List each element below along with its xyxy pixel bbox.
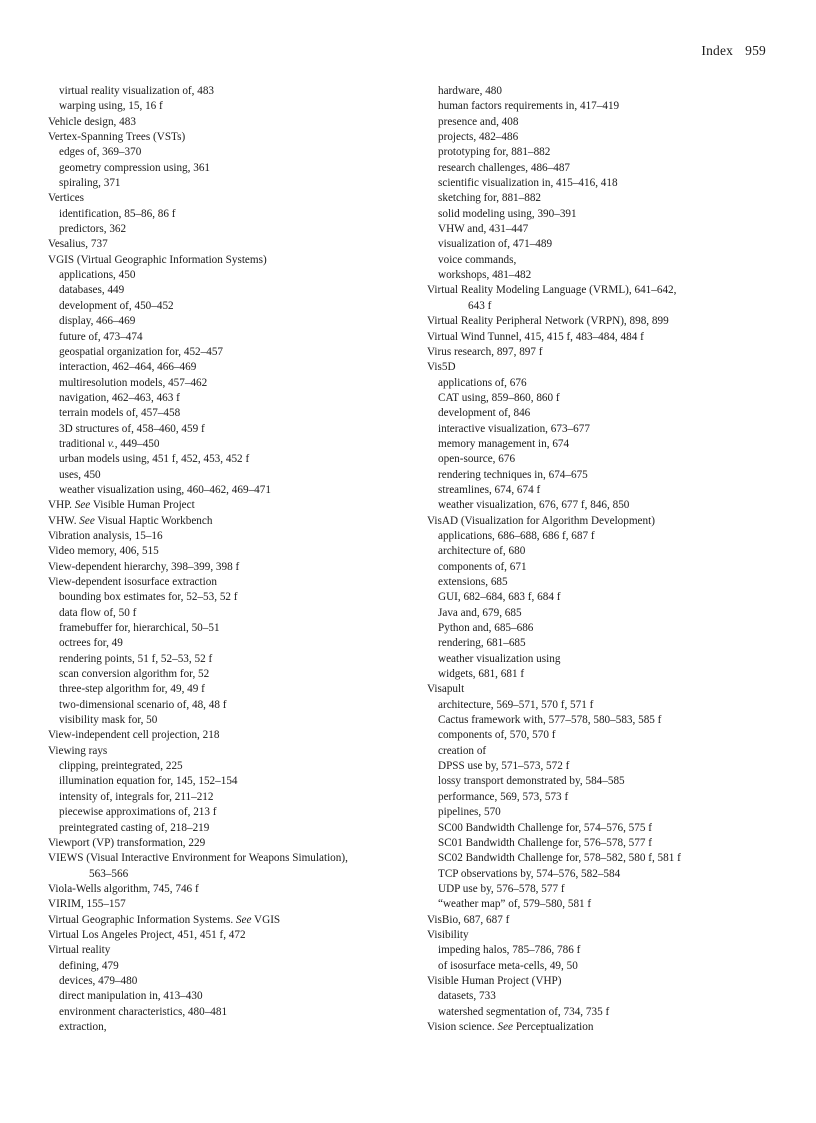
index-subentry: interaction, 462–464, 466–469 [59,361,197,374]
index-subentry: rendering techniques in, 674–675 [438,468,588,481]
index-subentry: piecewise approximations of, 213 f [59,806,217,819]
index-subentry: interactive visualization, 673–677 [438,422,590,435]
index-subentry: Python and, 685–686 [438,622,534,635]
index-entry: Virtual Reality Modeling Language (VRML), 641–642, [427,284,677,297]
index-subentry: datasets, 733 [438,990,496,1003]
index-subentry: voice commands, [438,253,517,266]
index-entry-continuation: 563–566 [89,867,129,880]
index-entry: Vertex-Spanning Trees (VSTs) [48,131,186,144]
index-subentry: visualization of, 471–489 [438,238,553,251]
index-subentry: watershed segmentation of, 734, 735 f [438,1005,610,1018]
index-subentry: display, 466–469 [59,315,136,328]
index-subentry: future of, 473–474 [59,330,143,343]
index-entry: Viewport (VP) transformation, 229 [48,836,206,849]
index-entry: View-dependent isosurface extraction [48,576,217,588]
index-subentry: extensions, 685 [438,576,508,588]
index-subentry: applications, 450 [59,269,136,282]
index-subentry: applications of, 676 [438,376,527,389]
index-subentry: urban models using, 451 f, 452, 453, 452 f [59,453,250,466]
index-subentry: widgets, 681, 681 f [438,668,525,681]
index-subentry: “weather map” of, 579–580, 581 f [438,898,592,911]
index-subentry: scientific visualization in, 415–416, 418 [438,177,618,190]
index-entry: Virus research, 897, 897 f [427,345,543,358]
index-subentry: predictors, 362 [59,223,127,236]
index-subentry: data flow of, 50 f [59,606,137,619]
index-subentry: illumination equation for, 145, 152–154 [59,775,238,788]
index-subentry: extraction, [59,1020,107,1033]
index-subentry: sketching for, 881–882 [438,192,542,205]
index-entry: Vesalius, 737 [48,238,108,251]
header-page-number: 959 [745,43,766,58]
index-subentry: UDP use by, 576–578, 577 f [438,882,565,895]
index-subentry: development of, 846 [438,407,531,420]
index-entry: VisAD (Visualization for Algorithm Development) [427,514,655,527]
index-subentry: intensity of, integrals for, 211–212 [59,790,214,803]
header-section-title: Index [701,43,734,58]
index-entry: View-independent cell projection, 218 [48,729,220,742]
index-subentry: preintegrated casting of, 218–219 [59,821,210,834]
index-subentry: human factors requirements in, 417–419 [438,100,620,113]
index-entry: Virtual Wind Tunnel, 415, 415 f, 483–484, 484 f [427,330,644,343]
index-entry: Viola-Wells algorithm, 745, 746 f [48,882,199,895]
index-subentry: performance, 569, 573, 573 f [438,790,569,803]
index-subentry: SC00 Bandwidth Challenge for, 574–576, 575 f [438,821,652,834]
index-subentry: scan conversion algorithm for, 52 [59,668,210,681]
index-entry: VHW. See Visual Haptic Workbench [48,514,213,527]
index-subentry: DPSS use by, 571–573, 572 f [438,760,570,773]
index-column-left [48,84,418,1035]
index-subentry: geospatial organization for, 452–457 [59,345,224,358]
index-subentry: virtual reality visualization of, 483 [59,85,215,97]
index-subentry: bounding box estimates for, 52–53, 52 f [59,591,238,604]
index-subentry: SC01 Bandwidth Challenge for, 576–578, 577 f [438,836,652,849]
index-subentry: CAT using, 859–860, 860 f [438,391,560,404]
index-subentry: navigation, 462–463, 463 f [59,391,180,404]
index-subentry: GUI, 682–684, 683 f, 684 f [438,591,561,604]
index-subentry: databases, 449 [59,284,125,297]
index-subentry: devices, 479–480 [59,974,138,987]
index-subentry: prototyping for, 881–882 [438,146,551,159]
index-entry: Video memory, 406, 515 [48,545,159,558]
index-entry: Vision science. See Perceptualization [427,1020,594,1033]
index-subentry: traditional v., 449–450 [59,437,160,450]
index-subentry: rendering, 681–685 [438,637,526,650]
index-subentry: memory management in, 674 [438,437,570,450]
index-subentry: impeding halos, 785–786, 786 f [438,944,581,957]
index-subentry: 3D structures of, 458–460, 459 f [59,422,205,435]
index-subentry: edges of, 369–370 [59,146,142,159]
index-entry: View-dependent hierarchy, 398–399, 398 f [48,560,240,573]
index-entry-continuation: 643 f [468,299,492,312]
index-subentry: environment characteristics, 480–481 [59,1005,228,1018]
index-subentry: streamlines, 674, 674 f [438,483,541,496]
index-subentry: octrees for, 49 [59,637,123,650]
index-subentry: applications, 686–688, 686 f, 687 f [438,529,595,542]
index-subentry: presence and, 408 [438,115,519,128]
index-subentry: lossy transport demonstrated by, 584–585 [438,775,625,788]
index-subentry: two-dimensional scenario of, 48, 48 f [59,698,227,711]
index-entry: Virtual Geographic Information Systems. See VGIS [48,913,281,926]
index-subentry: Java and, 679, 685 [438,606,522,619]
index-subentry: defining, 479 [59,959,119,972]
index-entry: VIEWS (Visual Interactive Environment for Weapons Simulation), [48,852,348,865]
index-entry: Vehicle design, 483 [48,115,136,128]
index-subentry: geometry compression using, 361 [59,161,211,174]
index-entry: VHP. See Visible Human Project [48,499,195,512]
index-entry: Visible Human Project (VHP) [427,974,562,987]
running-header [701,43,766,59]
index-subentry: projects, 482–486 [438,131,519,144]
index-subentry: weather visualization, 676, 677 f, 846, 850 [438,499,630,512]
index-subentry: architecture of, 680 [438,545,526,558]
index-entry: VIRIM, 155–157 [48,898,126,911]
index-subentry: TCP observations by, 574–576, 582–584 [438,867,621,880]
index-subentry: creation of [438,744,487,757]
index-subentry: multiresolution models, 457–462 [59,376,208,389]
index-subentry: solid modeling using, 390–391 [438,207,577,220]
index-subentry: direct manipulation in, 413–430 [59,990,203,1003]
index-entry: Vis5D [427,361,456,374]
index-subentry: Cactus framework with, 577–578, 580–583, 585 f [438,714,662,727]
index-entry: Vertices [48,192,85,205]
index-entry: Viewing rays [48,744,108,757]
index-subentry: three-step algorithm for, 49, 49 f [59,683,205,696]
index-entry: Virtual reality [48,944,111,957]
index-column-right [427,84,797,1035]
index-entry: VGIS (Virtual Geographic Information Systems) [48,253,267,266]
index-subentry: research challenges, 486–487 [438,161,571,174]
index-subentry: open-source, 676 [438,453,516,466]
index-subentry: visibility mask for, 50 [59,714,158,727]
index-subentry: workshops, 481–482 [438,269,532,282]
index-subentry: uses, 450 [59,468,101,481]
index-entry: Virtual Reality Peripheral Network (VRPN), 898, 899 [427,315,669,328]
index-subentry: VHW and, 431–447 [438,223,529,236]
index-subentry: SC02 Bandwidth Challenge for, 578–582, 580 f, 581 f [438,852,681,865]
index-entry: VisBio, 687, 687 f [427,913,510,926]
index-subentry: pipelines, 570 [438,806,501,819]
index-subentry: weather visualization using [438,652,561,665]
index-subentry: of isosurface meta-cells, 49, 50 [438,959,578,972]
index-entry: Virtual Los Angeles Project, 451, 451 f, 472 [48,928,246,941]
index-subentry: architecture, 569–571, 570 f, 571 f [438,698,594,711]
index-entry: Visibility [427,928,469,941]
index-subentry: framebuffer for, hierarchical, 50–51 [59,622,220,635]
index-subentry: identification, 85–86, 86 f [59,207,176,220]
index-subentry: hardware, 480 [438,85,502,97]
index-entry: Visapult [427,683,465,696]
index-subentry: terrain models of, 457–458 [59,407,181,420]
index-subentry: components of, 570, 570 f [438,729,556,742]
index-subentry: rendering points, 51 f, 52–53, 52 f [59,652,213,665]
index-subentry: warping using, 15, 16 f [59,100,163,113]
index-subentry: development of, 450–452 [59,299,174,312]
index-subentry: spiraling, 371 [59,177,121,190]
index-subentry: clipping, preintegrated, 225 [59,760,183,773]
index-subentry: components of, 671 [438,560,527,573]
index-subentry: weather visualization using, 460–462, 469–471 [59,483,271,496]
index-entry: Vibration analysis, 15–16 [48,529,163,542]
